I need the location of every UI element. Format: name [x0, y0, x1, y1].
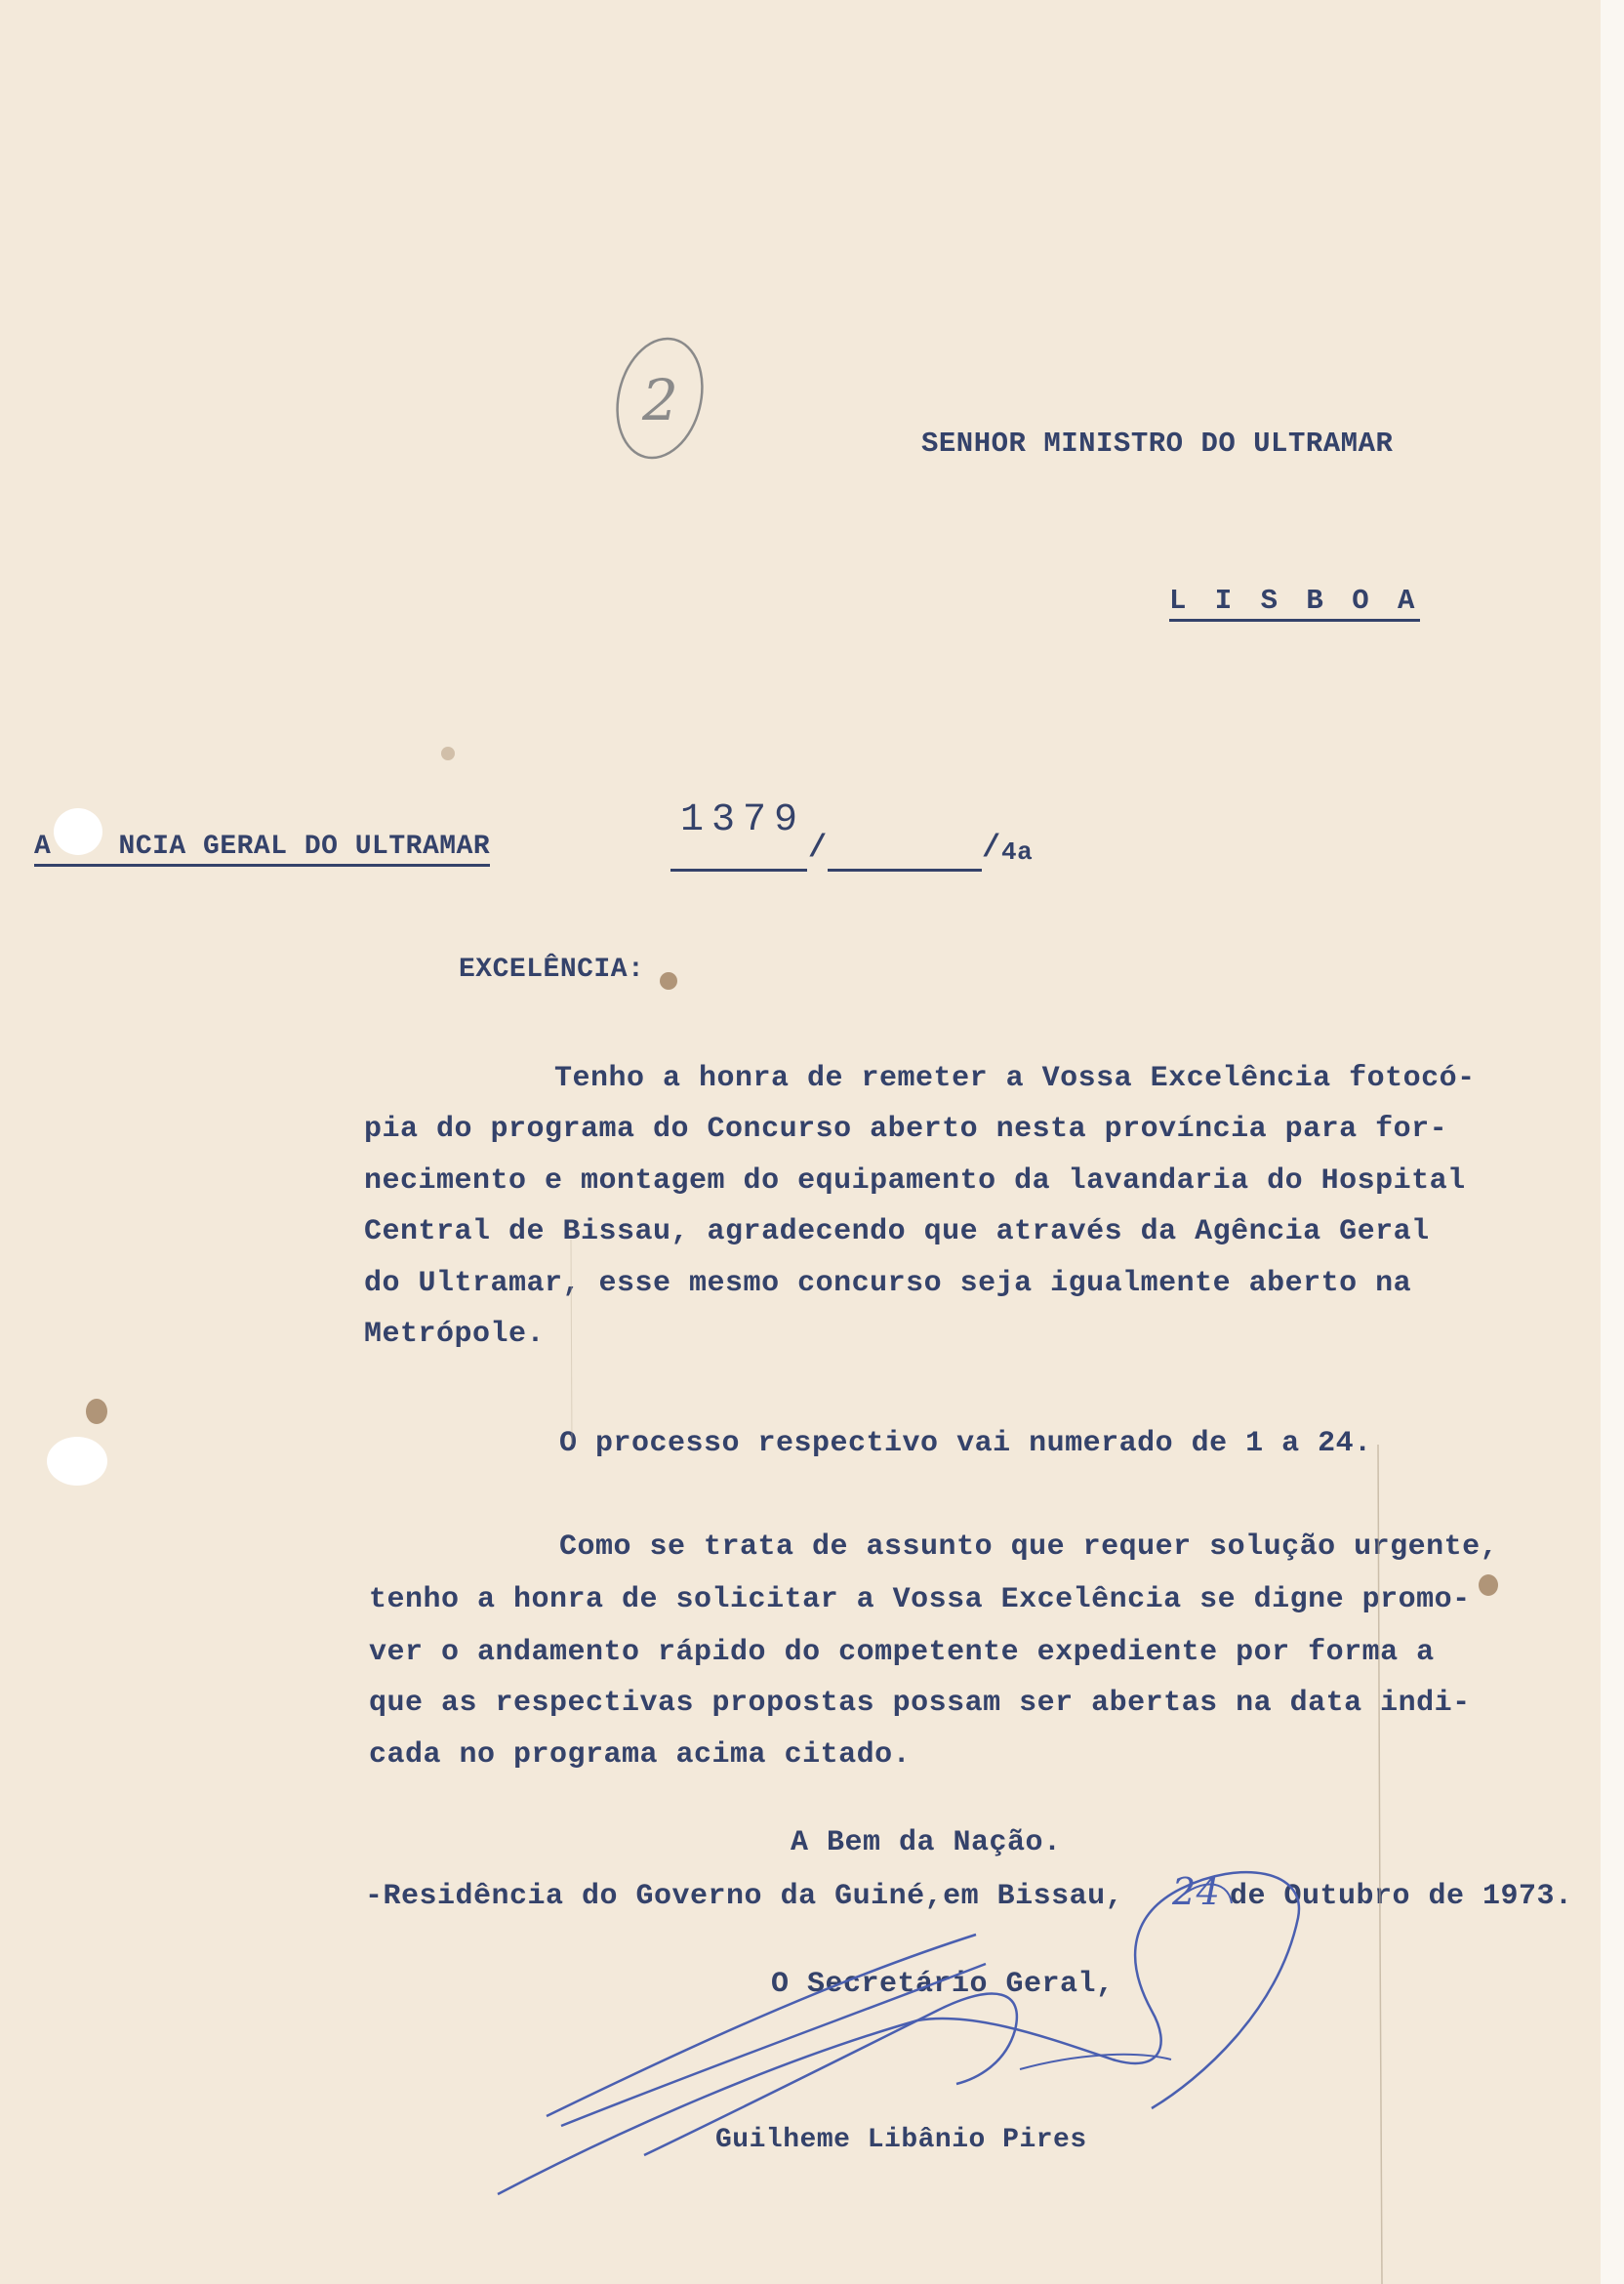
page-edge [1601, 0, 1624, 2284]
addressee-title: SENHOR MINISTRO DO ULTRAMAR [921, 428, 1394, 460]
reference-blank-2 [828, 869, 982, 872]
paragraph-1-line: do Ultramar, esse mesmo concurso seja igualmente aberto na [364, 1267, 1412, 1300]
reference-number: 1379 [680, 798, 806, 842]
signatory-role: O Secretário Geral, [771, 1968, 1115, 2001]
closing: A Bem da Nação. [791, 1826, 1062, 1859]
paragraph-3-line: que as respectivas propostas possam ser abertas na data indi- [369, 1687, 1471, 1720]
signatory-name: Guilheme Libânio Pires [715, 2125, 1087, 2155]
paragraph-2-line: O processo respectivo vai numerado de 1 a 24. [559, 1427, 1372, 1460]
reference-slash-1: / [808, 830, 828, 866]
stain-spot [1479, 1574, 1498, 1596]
paragraph-1-line: necimento e montagem do equipamento da lavandaria do Hospital [364, 1164, 1466, 1198]
paragraph-1-line: pia do programa do Concurso aberto nesta província para for- [364, 1113, 1448, 1146]
paragraph-1-line: Metrópole. [364, 1318, 546, 1351]
punch-hole-bottom [47, 1437, 107, 1486]
stain-spot [441, 747, 455, 760]
addressee-city: L I S B O A [1169, 585, 1420, 622]
paragraph-3-line: Como se trata de assunto que requer solução urgente, [559, 1530, 1499, 1564]
paragraph-3-line: ver o andamento rápido do competente expediente por forma a [369, 1636, 1435, 1669]
stain-spot [86, 1399, 107, 1424]
stain-spot [660, 972, 677, 990]
paragraph-3-line: tenho a honra de solicitar a Vossa Excelência se digne promo- [369, 1583, 1471, 1616]
paragraph-1-line: Central de Bissau, agradecendo que através da Agência Geral [364, 1215, 1430, 1248]
paragraph-1-line: Tenho a honra de remeter a Vossa Excelência fotocó- [554, 1062, 1476, 1095]
place-date-suffix: de Outubro de 1973. [1230, 1880, 1573, 1913]
salutation: EXCELÊNCIA: [459, 955, 645, 985]
reference-slash-2: / [982, 830, 1001, 866]
reference-office: A NCIA GERAL DO ULTRAMAR [34, 832, 490, 867]
paragraph-3-line: cada no programa acima citado. [369, 1738, 912, 1772]
place-date-prefix: -Residência do Governo da Guiné,em Bissau, [365, 1880, 1124, 1913]
place-date-day: 24 [1172, 1870, 1221, 1913]
page-number-value: 2 [642, 367, 678, 433]
reference-blank-1 [670, 869, 807, 872]
reference-section: 4a [1001, 837, 1034, 867]
